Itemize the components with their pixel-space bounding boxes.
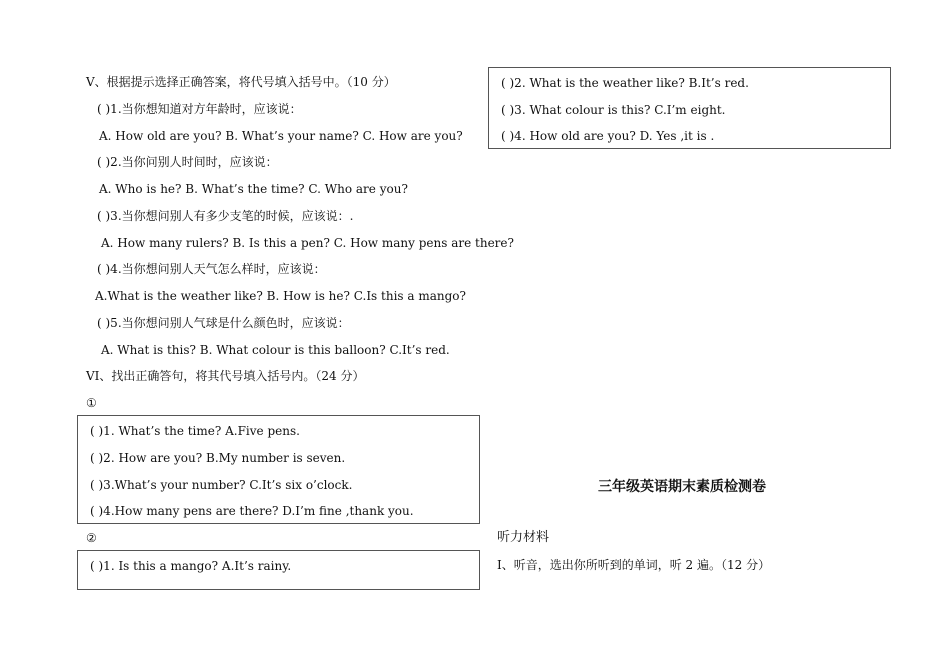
match-row-2-3: ( )3. What colour is this? C.I’m eight. xyxy=(501,103,726,117)
listening-label: 听力材料 xyxy=(497,530,550,545)
match-row-2-1: ( )1. Is this a mango? A.It’s rainy. xyxy=(90,559,292,573)
options-5-3: A. How many rulers? B. Is this a pen? C. How many pens are there? xyxy=(101,236,514,250)
question-5-5: ( )5.当你想问别人气球是什么颜色时，应该说： xyxy=(97,316,350,330)
group-2-marker: ② xyxy=(86,531,97,545)
section-6-heading: VI、找出正确答句，将其代号填入括号内。（24 分） xyxy=(86,369,365,383)
options-5-2: A. Who is he? B. What’s the time? C. Who are you? xyxy=(99,182,408,196)
question-5-2: ( )2.当你问别人时间时，应该说： xyxy=(97,155,278,169)
question-5-4: ( )4.当你想问别人天气怎么样时，应该说： xyxy=(97,262,326,276)
group-1-marker: ① xyxy=(86,396,97,410)
options-5-4: A.What is the weather like? B. How is he? C.Is this a mango? xyxy=(95,289,466,303)
question-5-1: ( )1.当你想知道对方年龄时，应该说： xyxy=(97,102,302,116)
options-5-5: A. What is this? B. What colour is this balloon? C.It’s red. xyxy=(101,343,450,357)
exam-title: 三年级英语期末素质检测卷 xyxy=(598,479,766,495)
listening-section-1-heading: I、听音，选出你所听到的单词，听 2 遍。（12 分） xyxy=(497,558,771,572)
match-row-1-3: ( )3.What’s your number? C.It’s six o’clock. xyxy=(90,478,353,492)
match-row-1-1: ( )1. What’s the time? A.Five pens. xyxy=(90,424,300,438)
question-5-3: ( )3.当你想问别人有多少支笔的时候，应该说：. xyxy=(97,209,354,223)
match-row-2-4: ( )4. How old are you? D. Yes ,it is . xyxy=(501,129,715,143)
match-row-2-2: ( )2. What is the weather like? B.It’s red. xyxy=(501,76,749,90)
match-row-1-2: ( )2. How are you? B.My number is seven. xyxy=(90,451,346,465)
section-5-heading: V、根据提示选择正确答案，将代号填入括号中。（10 分） xyxy=(86,75,396,89)
options-5-1: A. How old are you? B. What’s your name? C. How are you? xyxy=(99,129,463,143)
match-row-1-4: ( )4.How many pens are there? D.I’m fine ,thank you. xyxy=(90,504,414,518)
